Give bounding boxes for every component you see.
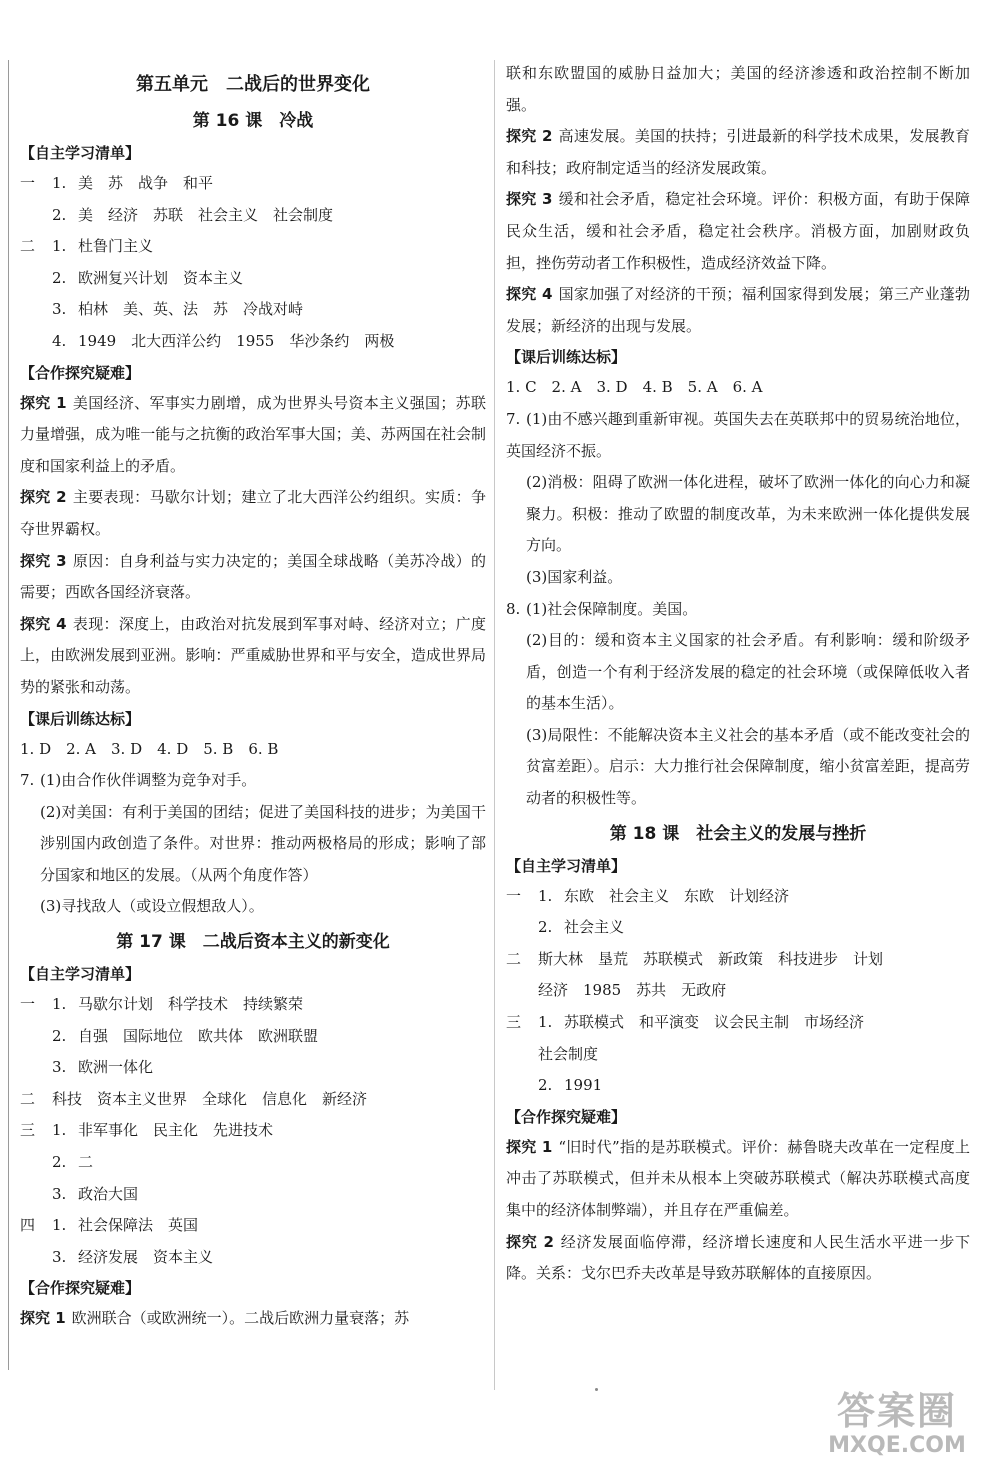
lesson18-title: 第 18 课 社会主义的发展与挫折 [609, 823, 867, 844]
sub-number: 1. [52, 995, 67, 1014]
sub-number: 2. [538, 918, 553, 937]
self-study-row [20, 1052, 486, 1084]
explore-item [20, 482, 486, 545]
explore-label: 探究 3 [506, 190, 553, 209]
self-study-row [20, 1084, 486, 1116]
lesson17-explore1-continued: 联和东欧盟国的威胁日益加大；美国的经济渗透和政治控制不断加强。 [506, 64, 970, 114]
self-study-row [20, 326, 486, 358]
sub-number: 3. [52, 1058, 67, 1077]
item-number: 四 [20, 1216, 36, 1235]
right-column [506, 58, 970, 1290]
self-study-row [20, 1210, 486, 1242]
self-study-row [506, 1007, 970, 1039]
q8-number: 8. [506, 599, 521, 618]
explore-item [506, 1132, 970, 1227]
sub-number: 2. [52, 205, 67, 224]
self-study-row [20, 1147, 486, 1179]
sub-number: 4. [52, 331, 67, 350]
watermark-url: MXQE.COM [828, 1433, 966, 1458]
sub-number: 3. [52, 1184, 67, 1203]
sub-number: 1. [538, 1013, 553, 1032]
answer-text: 斯大林 垦荒 苏联模式 新政策 科技进步 计划 [538, 949, 884, 968]
lesson18-explore-list [506, 1132, 970, 1290]
self-study-row [20, 168, 486, 200]
lesson18-cooperation-heading: 【合作探究疑难】 [506, 1107, 627, 1126]
explore-label: 探究 2 [506, 1232, 554, 1251]
sub-number: 1. [538, 886, 553, 905]
lesson16-question7 [20, 765, 486, 923]
lesson18-self-study-list [506, 881, 970, 1102]
sub-number: 3. [52, 1247, 67, 1266]
lesson16-q7-part3: (3)寻找敌人（或设立假想敌人）。 [40, 897, 264, 916]
answer-text: 马歇尔计划 科学技术 持续繁荣 [78, 995, 304, 1014]
answer-text: 柏林 美、英、法 苏 冷战对峙 [78, 300, 304, 319]
answer-text: 政治大国 [78, 1184, 139, 1203]
self-study-row [20, 294, 486, 326]
q8-part1-text: (1)社会保障制度。美国。 [526, 599, 698, 618]
self-study-row [20, 263, 486, 295]
item-number: 二 [506, 949, 522, 968]
lesson16-self-study-heading: 【自主学习清单】 [20, 144, 141, 162]
self-study-row [20, 1021, 486, 1053]
explore-label: 探究 2 [506, 127, 553, 146]
explore-text: 主要表现：马歇尔计划；建立了北大西洋公约组织。实质：争夺世界霸权。 [20, 488, 486, 538]
self-study-row [506, 944, 970, 976]
lesson17-training-heading: 【课后训练达标】 [506, 348, 627, 367]
scan-speck [595, 1388, 598, 1391]
answer-text: 经济 1985 苏共 无政府 [538, 981, 727, 1000]
sub-number: 2. [538, 1076, 553, 1095]
self-study-row [506, 1070, 970, 1102]
lesson17-q7-part1 [506, 404, 970, 467]
self-study-row [20, 200, 486, 232]
explore-text: 美国经济、军事实力剧增，成为世界头号资本主义强国；苏联力量增强，成为唯一能与之抗衡的政治军事大国；美、苏两国在社会制度和国家利益上的矛盾。 [20, 393, 486, 475]
lesson16-explore-list [20, 388, 486, 704]
explore-text: 国家加强了对经济的干预；福利国家得到发展；第三产业蓬勃发展；新经济的出现与发展。 [506, 285, 970, 335]
answer-text: 科技 资本主义世界 全球化 信息化 新经济 [52, 1089, 368, 1108]
sub-number: 1. [52, 237, 67, 256]
unit-title: 第五单元 二战后的世界变化 [136, 74, 370, 95]
lesson17-question7 [506, 404, 970, 594]
self-study-row [506, 912, 970, 944]
answer-text: 1949 北大西洋公约 1955 华沙条约 两极 [78, 331, 395, 350]
lesson16-q7-part1 [20, 765, 486, 797]
explore-text: 缓和社会矛盾，稳定社会环境。评价：积极方面，有助于保障民众生活，缓和社会矛盾，稳定社会秩序。消极方面，加剧财政负担，挫伤劳动者工作积极性，造成经济效益下降。 [506, 190, 970, 272]
explore-text: 高速发展。美国的扶持；引进最新的科学技术成果，发展教育和科技；政府制定适当的经济发展政策。 [506, 127, 970, 177]
answer-text: 美 经济 苏联 社会主义 社会制度 [78, 205, 334, 224]
item-number: 二 [20, 1089, 36, 1108]
explore-label: 探究 4 [506, 285, 553, 304]
column-divider [494, 60, 495, 1390]
lesson16-q7-part2: (2)对美国：有利于美国的团结；促进了美国科技的进步；为美国干涉别国内政创造了条件。对世界：推动两极格局的形成；影响了部分国家和地区的发展。（从两个角度作答） [40, 802, 486, 884]
q7-number: 7. [506, 409, 521, 428]
self-study-row [20, 1115, 486, 1147]
self-study-row [20, 1179, 486, 1211]
explore-label: 探究 1 [20, 393, 67, 412]
watermark-text: 答案圈 [836, 1389, 957, 1433]
explore-item [506, 1227, 970, 1290]
lesson17-cooperation-heading: 【合作探究疑难】 [20, 1279, 141, 1298]
item-number: 二 [20, 237, 36, 256]
explore-item [506, 279, 970, 342]
left-column [20, 58, 486, 1335]
self-study-row [20, 989, 486, 1021]
item-number: 三 [20, 1121, 36, 1140]
left-margin-rule [8, 60, 9, 1370]
lesson17-q7-part2: (2)消极：阻碍了欧洲一体化进程，破坏了欧洲一体化的向心力和凝聚力。积极：推动了欧盟的制度改革，为未来欧洲一体化提供发展方向。 [526, 473, 970, 555]
lesson17-q8-part2: (2)目的：缓和资本主义国家的社会矛盾。有利影响：缓和阶级矛盾，创造一个有利于经济发展的稳定的社会环境（或保障低收入者的基本生活）。 [526, 631, 970, 713]
lesson16-cooperation-heading: 【合作探究疑难】 [20, 363, 141, 382]
q7-part1-text: (1)由不感兴趣到重新审视。英国失去在英联邦中的贸易统治地位，英国经济不振。 [506, 409, 970, 460]
answer-text: 自强 国际地位 欧共体 欧洲联盟 [78, 1026, 319, 1045]
sub-number: 1. [52, 1121, 67, 1140]
lesson16-choice-answers: 1. D 2. A 3. D 4. D 5. B 6. B [20, 739, 279, 758]
sub-number: 1. [52, 1216, 67, 1235]
q7-part1-text: (1)由合作伙伴调整为竞争对手。 [40, 771, 257, 790]
item-number: 一 [20, 995, 36, 1014]
explore-label: 探究 3 [20, 551, 67, 570]
answer-text: 1991 [564, 1076, 603, 1095]
explore-label: 探究 1 [20, 1309, 66, 1328]
lesson17-self-study-heading: 【自主学习清单】 [20, 965, 141, 984]
lesson17-q7-part3: (3)国家利益。 [526, 567, 623, 586]
lesson17-self-study-list [20, 989, 486, 1273]
explore-text: 欧洲联合（或欧洲统一）。二战后欧洲力量衰落；苏 [71, 1309, 410, 1328]
q7-number: 7. [20, 771, 35, 790]
answer-text: 二 [78, 1153, 94, 1172]
answer-text: 苏联模式 和平演变 议会民主制 市场经济 [564, 1013, 865, 1032]
self-study-row [506, 975, 970, 1007]
lesson17-explore1-start [20, 1303, 486, 1335]
self-study-row [506, 1039, 970, 1071]
explore-item [506, 184, 970, 279]
lesson17-title: 第 17 课 二战后资本主义的新变化 [116, 932, 390, 953]
explore-text: 表现：深度上，由政治对抗发展到军事对峙、经济对立；广度上，由欧洲发展到亚洲。影响：严重威胁世界和平与安全，造成世界局势的紧张和动荡。 [20, 614, 486, 696]
explore-text: “旧时代”指的是苏联模式。评价：赫鲁晓夫改革在一定程度上冲击了苏联模式，但并未从根本上突破苏联模式（解决苏联模式高度集中的经济体制弊端），并且存在严重偏差。 [506, 1137, 970, 1219]
answer-text: 美 苏 战争 和平 [78, 174, 214, 192]
explore-label: 探究 4 [20, 614, 67, 633]
answer-text: 社会保障法 英国 [78, 1216, 199, 1235]
answer-text: 非军事化 民主化 先进技术 [78, 1121, 274, 1140]
answer-text: 欧洲复兴计划 资本主义 [78, 268, 244, 287]
sub-number: 2. [52, 268, 67, 287]
lesson18-self-study-heading: 【自主学习清单】 [506, 856, 627, 875]
self-study-row [506, 881, 970, 913]
lesson17-question8 [506, 594, 970, 815]
answer-text: 东欧 社会主义 东欧 计划经济 [564, 886, 790, 905]
item-number: 一 [20, 174, 36, 192]
lesson17-explore-list [506, 121, 970, 342]
lesson17-q8-part3: (3)局限性：不能解决资本主义社会的基本矛盾（或不能改变社会的贫富差距）。启示：大力推行社会保障制度，缩小贫富差距，提高劳动者的积极性等。 [526, 725, 970, 808]
lesson16-self-study-list [20, 168, 486, 358]
sub-number: 2. [52, 1026, 67, 1045]
answer-text: 杜鲁门主义 [78, 237, 154, 256]
explore-item [20, 609, 486, 704]
explore-text: 原因：自身利益与实力决定的；美国全球战略（美苏冷战）的需要；西欧各国经济衰落。 [20, 551, 486, 602]
explore-text: 经济发展面临停滞，经济增长速度和人民生活水平进一步下降。关系：戈尔巴乔夫改革是导致苏联解体的直接原因。 [506, 1232, 970, 1283]
item-number: 一 [506, 886, 522, 905]
self-study-row [20, 1242, 486, 1274]
answer-text: 经济发展 资本主义 [78, 1247, 214, 1266]
lesson17-q8-part1 [506, 594, 970, 626]
answer-text: 社会主义 [564, 918, 625, 937]
explore-item [20, 546, 486, 609]
lesson17-choice-answers: 1. C 2. A 3. D 4. B 5. A 6. A [506, 378, 763, 397]
answer-text: 社会制度 [538, 1044, 599, 1063]
explore-label: 探究 1 [506, 1137, 553, 1156]
explore-item [20, 388, 486, 483]
sub-number: 2. [52, 1153, 67, 1172]
item-number: 三 [506, 1013, 522, 1032]
explore-item [506, 121, 970, 184]
watermark-logo [812, 1389, 982, 1463]
answer-text: 欧洲一体化 [78, 1058, 154, 1077]
lesson16-title: 第 16 课 冷战 [192, 111, 314, 131]
lesson16-training-heading: 【课后训练达标】 [20, 709, 141, 728]
sub-number: 1. [52, 174, 67, 192]
self-study-row [20, 231, 486, 263]
sub-number: 3. [52, 300, 67, 319]
explore-label: 探究 2 [20, 488, 67, 507]
